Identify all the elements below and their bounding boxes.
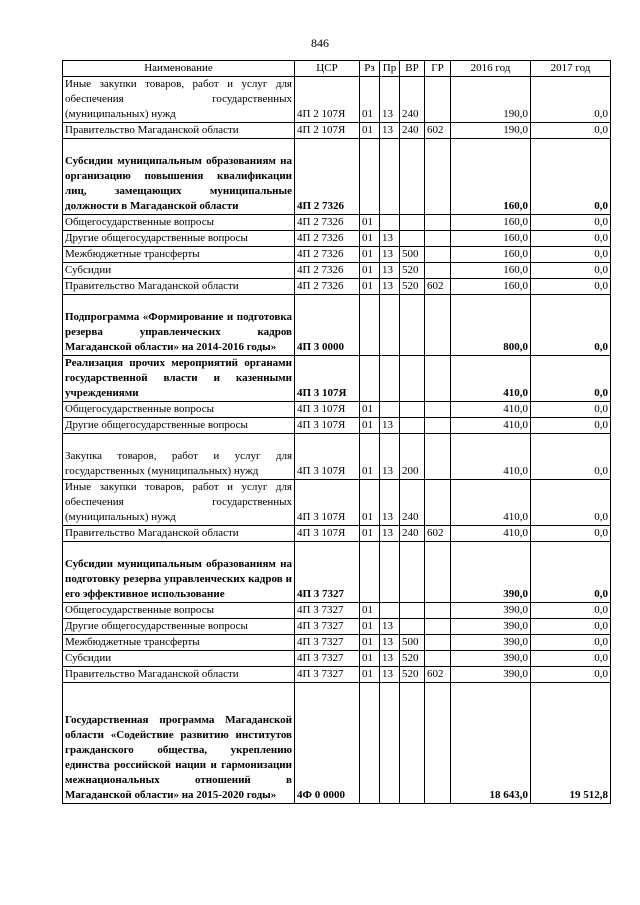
cell-csr: 4П 3 7327 — [295, 619, 360, 635]
cell-2017: 0,0 — [531, 139, 611, 215]
cell-gr — [425, 215, 451, 231]
cell-vr — [400, 356, 425, 402]
cell-name: Иные закупки товаров, работ и услуг для обеспечения государственных (муниципальных) нужд — [63, 77, 295, 123]
cell-vr — [400, 215, 425, 231]
cell-2016: 190,0 — [451, 77, 531, 123]
cell-vr — [400, 683, 425, 804]
cell-2016: 390,0 — [451, 651, 531, 667]
cell-2017: 0,0 — [531, 247, 611, 263]
cell-2017: 0,0 — [531, 123, 611, 139]
cell-pr: 13 — [380, 263, 400, 279]
cell-name: Другие общегосударственные вопросы — [63, 619, 295, 635]
cell-gr — [425, 295, 451, 356]
cell-name: Межбюджетные трансферты — [63, 635, 295, 651]
cell-gr: 602 — [425, 123, 451, 139]
cell-rz: 01 — [360, 619, 380, 635]
table-row — [63, 77, 611, 123]
cell-csr: 4П 2 7326 — [295, 139, 360, 215]
cell-name: Межбюджетные трансферты — [63, 247, 295, 263]
cell-2017: 0,0 — [531, 279, 611, 295]
cell-2016: 160,0 — [451, 139, 531, 215]
cell-2017: 0,0 — [531, 418, 611, 434]
cell-gr — [425, 402, 451, 418]
table-row — [63, 619, 611, 635]
cell-pr: 13 — [380, 619, 400, 635]
cell-2017: 0,0 — [531, 263, 611, 279]
table-row — [63, 526, 611, 542]
cell-rz: 01 — [360, 603, 380, 619]
cell-2016: 160,0 — [451, 215, 531, 231]
cell-2017: 0,0 — [531, 295, 611, 356]
cell-gr: 602 — [425, 279, 451, 295]
cell-2016: 190,0 — [451, 123, 531, 139]
column-header-name: Наименование — [63, 61, 295, 77]
cell-name: Общегосударственные вопросы — [63, 402, 295, 418]
cell-name: Другие общегосударственные вопросы — [63, 418, 295, 434]
cell-vr: 240 — [400, 526, 425, 542]
cell-vr — [400, 418, 425, 434]
cell-2016: 160,0 — [451, 247, 531, 263]
cell-pr: 13 — [380, 123, 400, 139]
cell-2017: 19 512,8 — [531, 683, 611, 804]
cell-rz: 01 — [360, 651, 380, 667]
cell-2017: 0,0 — [531, 542, 611, 603]
column-header-2017: 2017 год — [531, 61, 611, 77]
cell-name: Закупка товаров, работ и услуг для государственных (муниципальных) нужд — [63, 434, 295, 480]
cell-gr — [425, 418, 451, 434]
cell-rz: 01 — [360, 635, 380, 651]
cell-gr — [425, 356, 451, 402]
cell-csr: 4П 2 7326 — [295, 231, 360, 247]
cell-vr: 500 — [400, 635, 425, 651]
cell-2017: 0,0 — [531, 434, 611, 480]
cell-2017: 0,0 — [531, 603, 611, 619]
cell-csr: 4П 3 7327 — [295, 542, 360, 603]
cell-rz — [360, 683, 380, 804]
cell-2016: 800,0 — [451, 295, 531, 356]
table-body — [63, 77, 611, 804]
cell-2016: 410,0 — [451, 356, 531, 402]
cell-2016: 390,0 — [451, 667, 531, 683]
column-header-gr: ГР — [425, 61, 451, 77]
cell-csr: 4П 3 107Я — [295, 402, 360, 418]
column-header-csr: ЦСР — [295, 61, 360, 77]
table-row — [63, 651, 611, 667]
cell-2017: 0,0 — [531, 651, 611, 667]
cell-csr: 4П 2 7326 — [295, 279, 360, 295]
cell-2017: 0,0 — [531, 402, 611, 418]
cell-gr: 602 — [425, 667, 451, 683]
cell-csr: 4Ф 0 0000 — [295, 683, 360, 804]
table-row — [63, 123, 611, 139]
cell-pr — [380, 215, 400, 231]
cell-pr — [380, 139, 400, 215]
column-header-rz: Рз — [360, 61, 380, 77]
table-row — [63, 215, 611, 231]
cell-vr — [400, 139, 425, 215]
table-row — [63, 295, 611, 356]
cell-vr: 200 — [400, 434, 425, 480]
cell-2017: 0,0 — [531, 667, 611, 683]
cell-csr: 4П 3 7327 — [295, 603, 360, 619]
cell-csr: 4П 2 107Я — [295, 123, 360, 139]
cell-2017: 0,0 — [531, 480, 611, 526]
cell-2016: 410,0 — [451, 526, 531, 542]
cell-name: Иные закупки товаров, работ и услуг для обеспечения государственных (муниципальных) нужд — [63, 480, 295, 526]
cell-2016: 390,0 — [451, 619, 531, 635]
cell-gr — [425, 139, 451, 215]
table-header-row — [63, 61, 611, 77]
cell-2016: 410,0 — [451, 434, 531, 480]
table-row — [63, 683, 611, 804]
cell-vr — [400, 603, 425, 619]
cell-pr: 13 — [380, 651, 400, 667]
column-header-2016: 2016 год — [451, 61, 531, 77]
cell-gr — [425, 619, 451, 635]
budget-table — [62, 60, 611, 804]
cell-vr — [400, 619, 425, 635]
table-row — [63, 542, 611, 603]
cell-pr: 13 — [380, 635, 400, 651]
cell-vr: 520 — [400, 279, 425, 295]
cell-gr: 602 — [425, 526, 451, 542]
cell-csr: 4П 3 107Я — [295, 356, 360, 402]
cell-name: Государственная программа Магаданской области «Содействие развитию институтов гражданского общества, укреплению единства российской нации и гармонизации межнациональных отношений в Магаданской области» на 2015-2020 годы» — [63, 683, 295, 804]
cell-rz — [360, 542, 380, 603]
cell-pr: 13 — [380, 279, 400, 295]
cell-pr — [380, 683, 400, 804]
cell-2017: 0,0 — [531, 356, 611, 402]
cell-gr — [425, 247, 451, 263]
cell-2017: 0,0 — [531, 77, 611, 123]
cell-csr: 4П 3 7327 — [295, 635, 360, 651]
cell-pr: 13 — [380, 418, 400, 434]
cell-gr — [425, 231, 451, 247]
cell-pr: 13 — [380, 480, 400, 526]
cell-2017: 0,0 — [531, 619, 611, 635]
column-header-vr: ВР — [400, 61, 425, 77]
cell-rz — [360, 295, 380, 356]
table-row — [63, 603, 611, 619]
cell-name: Общегосударственные вопросы — [63, 215, 295, 231]
cell-2016: 390,0 — [451, 603, 531, 619]
cell-gr — [425, 603, 451, 619]
table-row — [63, 356, 611, 402]
cell-name: Субсидии — [63, 651, 295, 667]
cell-name: Правительство Магаданской области — [63, 667, 295, 683]
cell-name: Реализация прочих мероприятий органами государственной власти и казенными учреждениями — [63, 356, 295, 402]
table-row — [63, 480, 611, 526]
cell-name: Субсидии муниципальным образованиям на организацию повышения квалификации лиц, замещающих муниципальные должности в Магаданской области — [63, 139, 295, 215]
cell-pr — [380, 295, 400, 356]
cell-rz — [360, 139, 380, 215]
cell-csr: 4П 2 107Я — [295, 77, 360, 123]
cell-name: Субсидии муниципальным образованиям на подготовку резерва управленческих кадров и его эффективное использование — [63, 542, 295, 603]
cell-csr: 4П 3 7327 — [295, 667, 360, 683]
cell-gr — [425, 651, 451, 667]
cell-vr — [400, 542, 425, 603]
cell-name: Подпрограмма «Формирование и подготовка резерва управленческих кадров Магаданской области» на 2014-2016 годы» — [63, 295, 295, 356]
cell-2016: 410,0 — [451, 418, 531, 434]
cell-2016: 160,0 — [451, 279, 531, 295]
cell-gr — [425, 635, 451, 651]
cell-rz: 01 — [360, 231, 380, 247]
cell-pr — [380, 356, 400, 402]
cell-rz: 01 — [360, 480, 380, 526]
cell-vr: 520 — [400, 651, 425, 667]
cell-rz: 01 — [360, 123, 380, 139]
cell-rz: 01 — [360, 418, 380, 434]
table-row — [63, 279, 611, 295]
cell-csr: 4П 2 7326 — [295, 247, 360, 263]
cell-gr — [425, 542, 451, 603]
cell-2016: 390,0 — [451, 635, 531, 651]
cell-rz: 01 — [360, 402, 380, 418]
cell-gr — [425, 683, 451, 804]
cell-rz: 01 — [360, 263, 380, 279]
cell-vr — [400, 402, 425, 418]
cell-2016: 160,0 — [451, 231, 531, 247]
cell-pr — [380, 542, 400, 603]
cell-pr — [380, 603, 400, 619]
cell-csr: 4П 3 107Я — [295, 434, 360, 480]
cell-csr: 4П 3 107Я — [295, 418, 360, 434]
cell-csr: 4П 3 107Я — [295, 526, 360, 542]
cell-rz: 01 — [360, 215, 380, 231]
cell-csr: 4П 3 107Я — [295, 480, 360, 526]
table-row — [63, 667, 611, 683]
page-number: 846 — [311, 36, 329, 50]
cell-csr: 4П 3 0000 — [295, 295, 360, 356]
cell-name: Правительство Магаданской области — [63, 526, 295, 542]
table-row — [63, 231, 611, 247]
cell-rz: 01 — [360, 77, 380, 123]
cell-vr: 520 — [400, 667, 425, 683]
table-row — [63, 402, 611, 418]
table-row — [63, 139, 611, 215]
cell-pr: 13 — [380, 434, 400, 480]
cell-pr: 13 — [380, 231, 400, 247]
cell-vr — [400, 295, 425, 356]
cell-csr: 4П 2 7326 — [295, 263, 360, 279]
cell-2017: 0,0 — [531, 526, 611, 542]
cell-rz: 01 — [360, 247, 380, 263]
cell-name: Другие общегосударственные вопросы — [63, 231, 295, 247]
table-row — [63, 263, 611, 279]
cell-vr: 500 — [400, 247, 425, 263]
cell-pr: 13 — [380, 526, 400, 542]
cell-name: Правительство Магаданской области — [63, 123, 295, 139]
table-row — [63, 635, 611, 651]
cell-pr: 13 — [380, 247, 400, 263]
cell-rz: 01 — [360, 434, 380, 480]
cell-gr — [425, 77, 451, 123]
cell-name: Общегосударственные вопросы — [63, 603, 295, 619]
cell-vr — [400, 231, 425, 247]
cell-rz: 01 — [360, 667, 380, 683]
table-row — [63, 418, 611, 434]
cell-2016: 390,0 — [451, 542, 531, 603]
cell-name: Субсидии — [63, 263, 295, 279]
cell-gr — [425, 434, 451, 480]
table-row — [63, 434, 611, 480]
cell-vr: 520 — [400, 263, 425, 279]
cell-rz: 01 — [360, 526, 380, 542]
cell-2017: 0,0 — [531, 215, 611, 231]
column-header-pr: Пр — [380, 61, 400, 77]
cell-vr: 240 — [400, 77, 425, 123]
cell-gr — [425, 480, 451, 526]
cell-csr: 4П 3 7327 — [295, 651, 360, 667]
cell-2016: 410,0 — [451, 402, 531, 418]
cell-rz: 01 — [360, 279, 380, 295]
cell-pr: 13 — [380, 77, 400, 123]
cell-vr: 240 — [400, 480, 425, 526]
cell-pr — [380, 402, 400, 418]
cell-2016: 18 643,0 — [451, 683, 531, 804]
cell-csr: 4П 2 7326 — [295, 215, 360, 231]
table-row — [63, 247, 611, 263]
cell-2016: 410,0 — [451, 480, 531, 526]
cell-pr: 13 — [380, 667, 400, 683]
cell-gr — [425, 263, 451, 279]
cell-2017: 0,0 — [531, 231, 611, 247]
cell-2016: 160,0 — [451, 263, 531, 279]
cell-vr: 240 — [400, 123, 425, 139]
cell-2017: 0,0 — [531, 635, 611, 651]
cell-rz — [360, 356, 380, 402]
cell-name: Правительство Магаданской области — [63, 279, 295, 295]
